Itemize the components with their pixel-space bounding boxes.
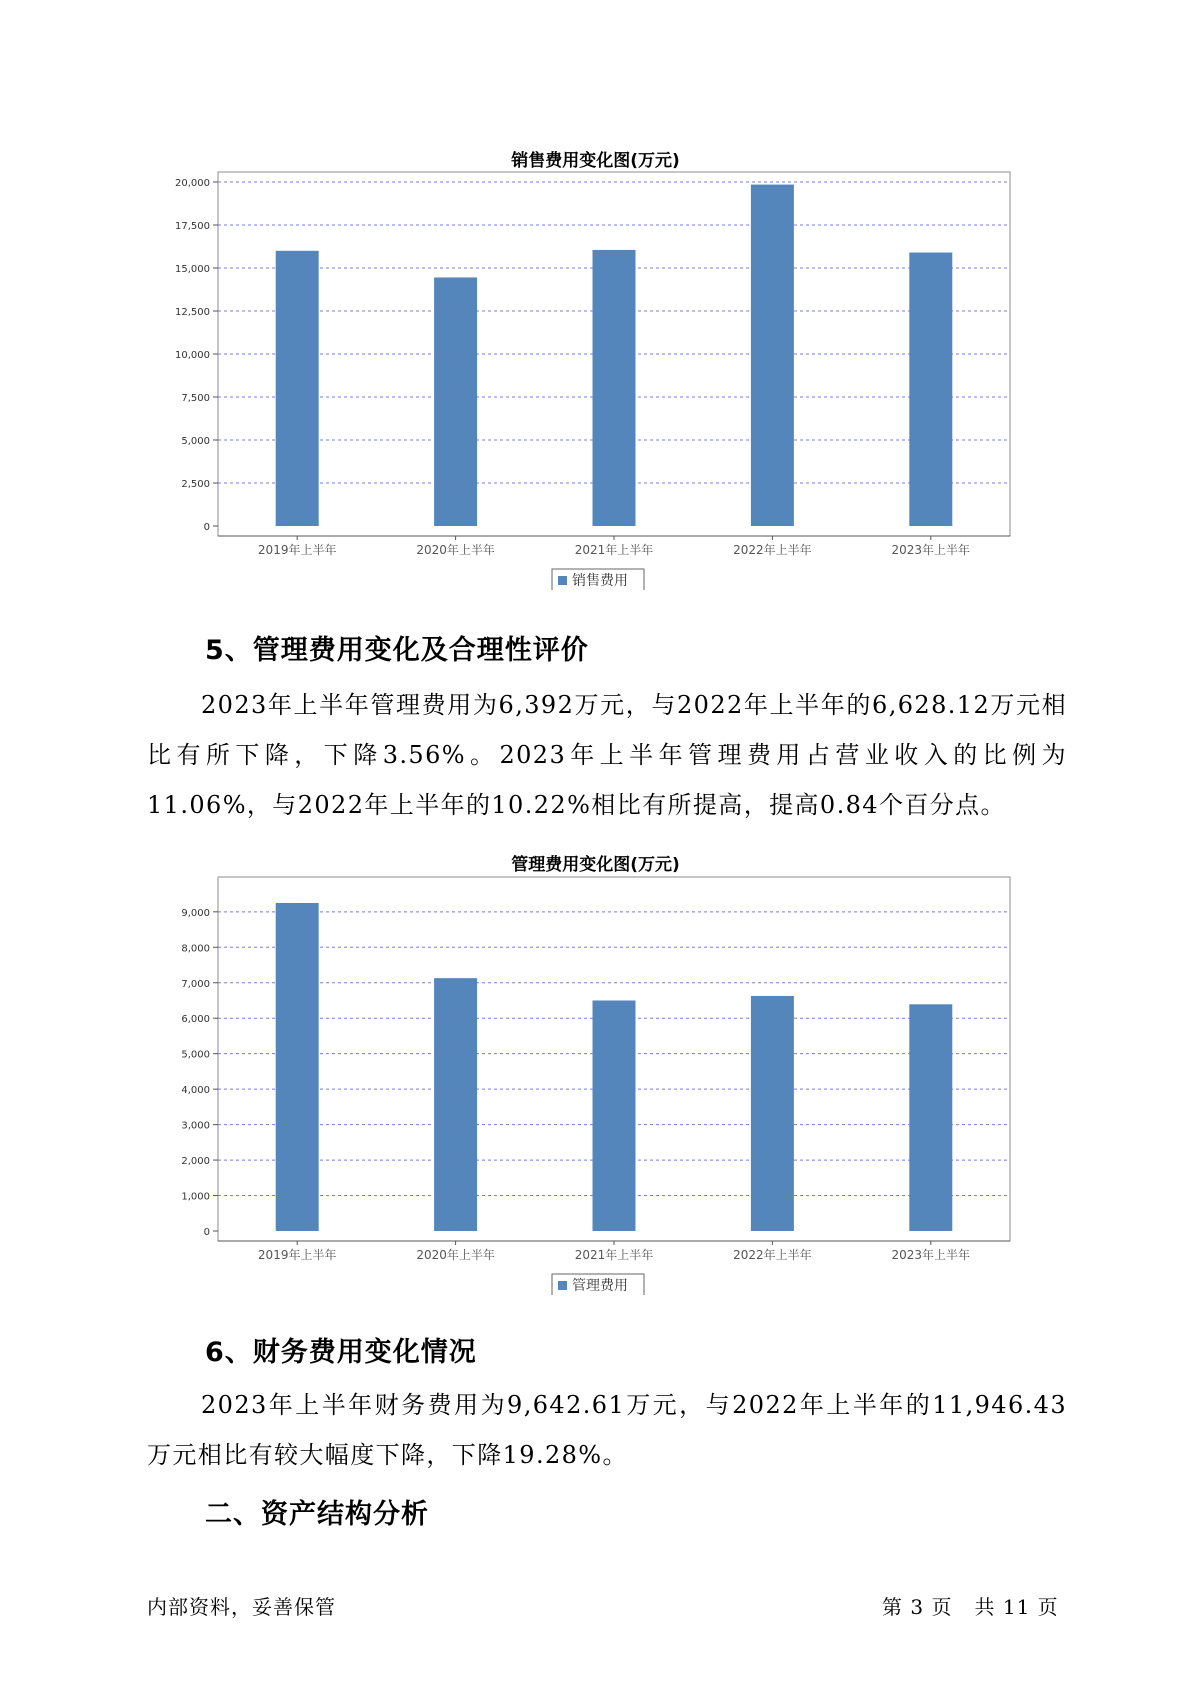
sales-bar: [593, 250, 636, 526]
section-5-heading: 5、管理费用变化及合理性评价: [205, 635, 589, 666]
sales-legend-label: 销售费用: [572, 573, 628, 589]
sales-x-tick-label: 2021年上半年: [574, 543, 654, 557]
admin-x-tick-label: 2022年上半年: [733, 1248, 812, 1262]
section-5-paragraph: 2023年上半年管理费用为6,392万元，与2022年上半年的6,628.12万元相比有所下降，下降3.56%。2023年上半年管理费用占营业收入的比例为11.06%，与2022年上半年的10.22%相比有所提高，提高0.84个百分点。: [147, 691, 1067, 819]
section-6-paragraph: 2023年上半年财务费用为9,642.61万元，与2022年上半年的11,946.43万元相比有较大幅度下降，下降19.28%。: [147, 1391, 1067, 1469]
sales-y-tick-label: 12,500: [175, 307, 210, 318]
sales-y-tick-label: 7,500: [181, 393, 210, 404]
admin-y-tick-label: 8,000: [181, 943, 210, 955]
footer-confidential: 内部资料，妥善保管: [147, 1595, 336, 1619]
sales-legend-swatch: [558, 576, 567, 585]
admin-y-tick-label: 1,000: [181, 1191, 210, 1203]
admin-y-tick-label: 0: [203, 1227, 210, 1238]
sales-expense-chart: [0, 170, 1191, 590]
admin-bar: [434, 978, 477, 1231]
sales-x-tick-label: 2022年上半年: [733, 543, 812, 557]
section-two-heading: 二、资产结构分析: [205, 1499, 429, 1530]
admin-bar: [593, 1000, 636, 1231]
sales-y-tick-label: 17,500: [175, 221, 210, 232]
admin-legend-label: 管理费用: [572, 1278, 628, 1294]
sales-y-tick-label: 2,500: [181, 479, 210, 490]
admin-x-tick-label: 2019年上半年: [257, 1248, 337, 1262]
admin-bar: [751, 996, 794, 1231]
sales-x-tick-label: 2020年上半年: [416, 543, 495, 557]
admin-x-tick-label: 2021年上半年: [574, 1248, 654, 1262]
sales-y-tick-label: 5,000: [181, 436, 210, 447]
admin-y-tick-label: 6,000: [181, 1014, 210, 1026]
sales-y-tick-label: 0: [203, 522, 210, 533]
admin-legend-swatch: [558, 1281, 567, 1290]
admin-x-tick-label: 2020年上半年: [416, 1248, 495, 1262]
sales-bar: [751, 185, 794, 526]
sales-bar: [276, 251, 319, 526]
admin-chart-title: 管理费用变化图(万元): [511, 855, 680, 875]
admin-bar: [276, 903, 319, 1231]
admin-y-tick-label: 7,000: [181, 978, 210, 990]
sales-x-tick-label: 2019年上半年: [257, 543, 337, 557]
admin-y-tick-label: 9,000: [181, 907, 210, 919]
admin-x-tick-label: 2023年上半年: [891, 1248, 971, 1262]
sales-y-tick-label: 15,000: [175, 264, 210, 275]
admin-bar: [909, 1004, 952, 1231]
sales-x-tick-label: 2023年上半年: [891, 543, 971, 557]
admin-y-tick-label: 2,000: [181, 1156, 210, 1168]
admin-expense-chart: [0, 875, 1191, 1295]
sales-y-tick-label: 10,000: [175, 350, 210, 361]
admin-y-tick-label: 5,000: [181, 1049, 210, 1061]
admin-y-tick-label: 4,000: [181, 1085, 210, 1097]
sales-y-tick-label: 20,000: [175, 178, 210, 189]
section-6-heading: 6、财务费用变化情况: [205, 1337, 477, 1368]
footer-page-number: 第 3 页 共 11 页: [882, 1595, 1059, 1619]
admin-y-tick-label: 3,000: [181, 1120, 210, 1132]
sales-bar: [909, 253, 952, 526]
sales-chart-title: 销售费用变化图(万元): [511, 151, 680, 171]
sales-bar: [434, 277, 477, 526]
